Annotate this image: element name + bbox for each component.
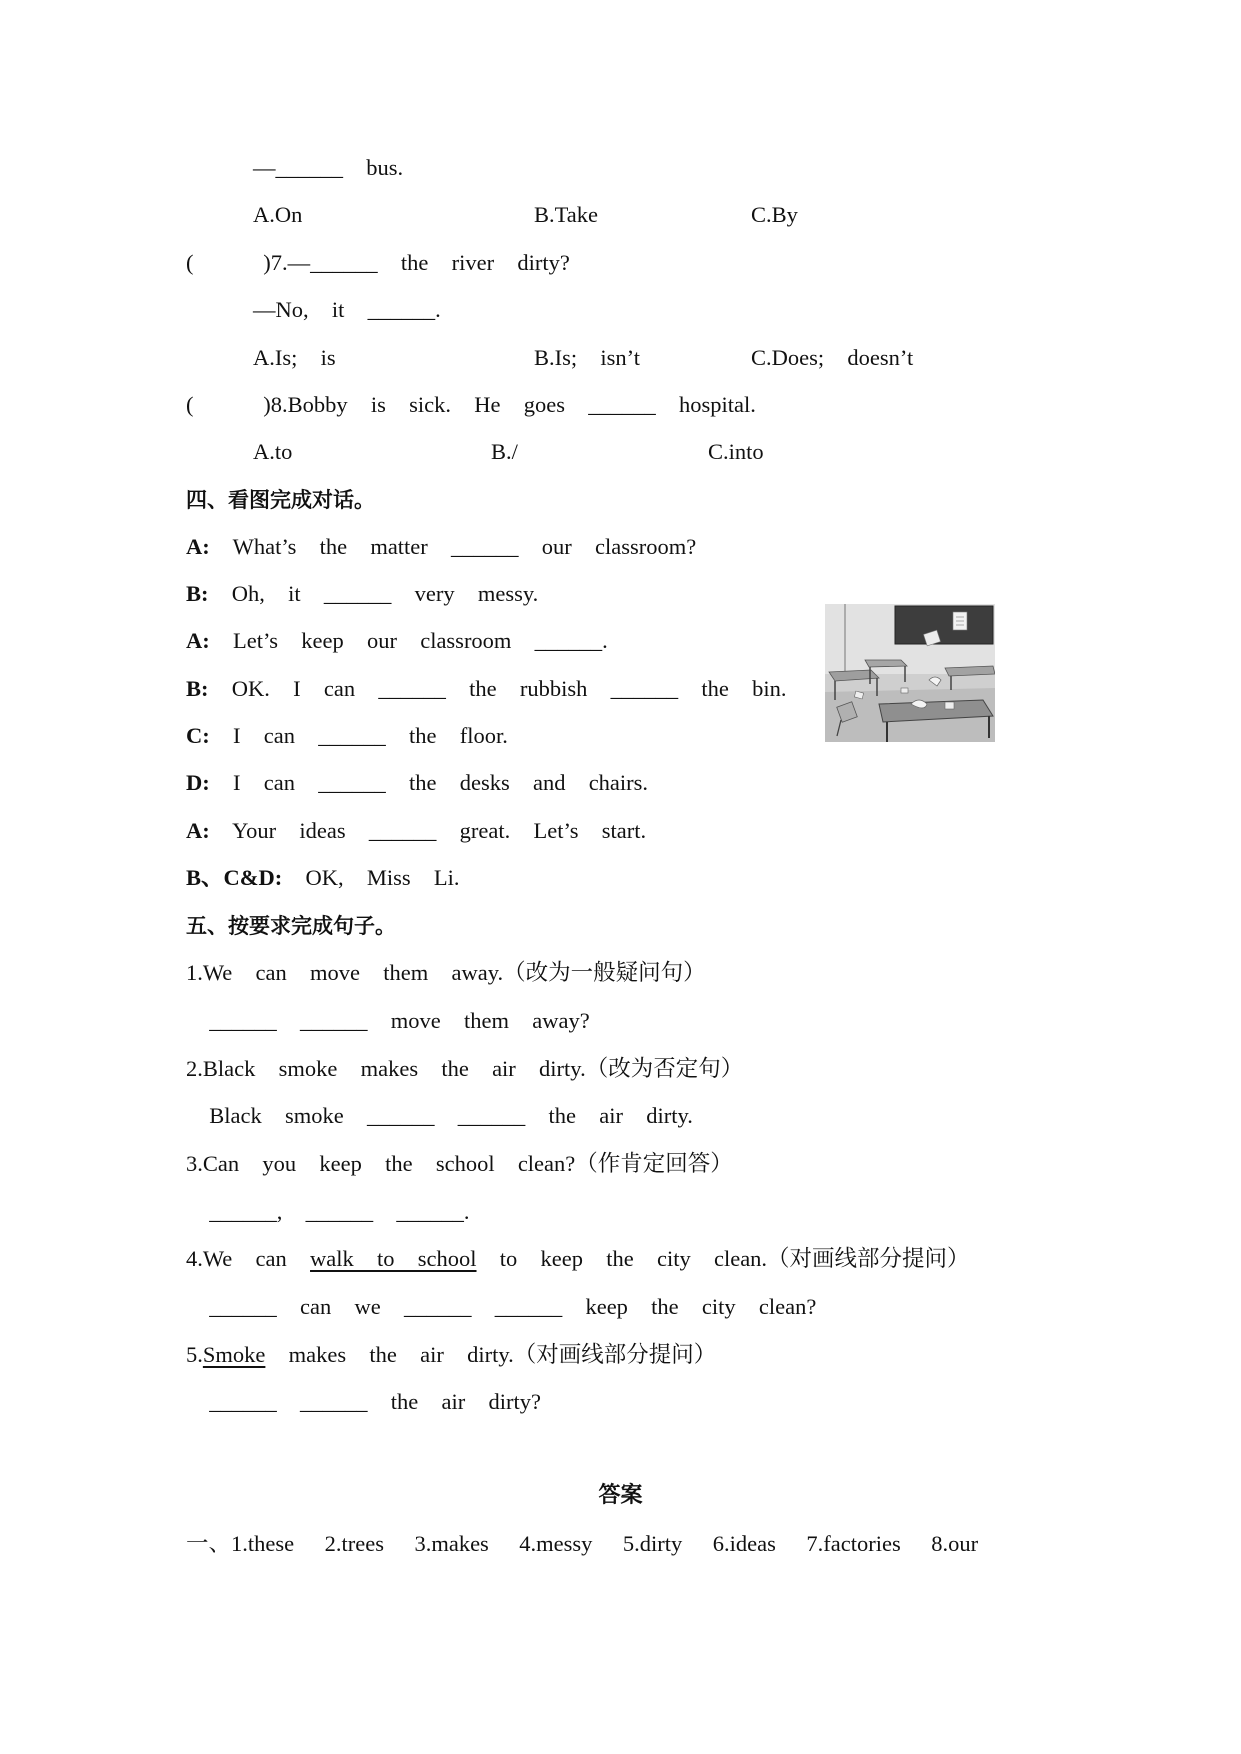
messy-classroom-illustration xyxy=(825,604,995,742)
section-4-heading: 四、看图完成对话。 xyxy=(186,488,375,512)
dialog-line xyxy=(186,858,460,898)
option-c: C.By xyxy=(751,202,798,227)
option-b: B.Is; isn’t xyxy=(534,345,640,370)
task-5-answer: ______ ______ the air dirty? xyxy=(186,1389,541,1414)
task-1-answer: ______ ______ move them away? xyxy=(186,1008,590,1033)
question-7: ( )7.—______ the river dirty? xyxy=(186,250,570,275)
dialog-line xyxy=(186,527,696,567)
speaker-label: C: xyxy=(186,723,210,748)
dialog-line xyxy=(186,669,786,709)
task-4 xyxy=(186,1239,970,1279)
speaker-label: A: xyxy=(186,628,210,653)
task-2-answer: Black smoke ______ ______ the air dirty. xyxy=(186,1103,693,1128)
speaker-label: B: xyxy=(186,581,209,606)
q6-answer-line: —______ bus. xyxy=(253,155,404,180)
option-a: A.On xyxy=(253,202,303,227)
option-b: B.Take xyxy=(534,202,599,227)
speaker-label: B、C&D: xyxy=(186,865,283,890)
dialog-text: Let’s keep our classroom ______. xyxy=(209,628,608,653)
speaker-label: A: xyxy=(186,534,210,559)
q6-options xyxy=(253,195,953,235)
underlined-phrase: walk to school xyxy=(310,1246,477,1271)
option-a: A.to xyxy=(253,439,293,464)
section-5-heading: 五、按要求完成句子。 xyxy=(186,914,396,938)
task-3-answer: ______, ______ ______. xyxy=(186,1199,470,1224)
task-5-prefix: 5. xyxy=(186,1342,203,1367)
task-1: 1.We can move them away.（改为一般疑问句） xyxy=(186,960,706,985)
dialog-text: OK, Miss Li. xyxy=(282,865,460,890)
task-4-prefix: 4.We can xyxy=(186,1246,311,1271)
answer-key-title: 答案 xyxy=(598,1483,643,1508)
task-4-answer: ______ can we ______ ______ keep the city clean? xyxy=(186,1294,817,1319)
option-c: C.into xyxy=(708,439,764,464)
dialog-text: I can ______ the desks and chairs. xyxy=(209,770,649,795)
answer-key-line: 一、1.these 2.trees 3.makes 4.messy 5.dirty 6.ideas 7.factories 8.our xyxy=(186,1531,979,1556)
dialog-line xyxy=(186,763,648,803)
dialog-text: I can ______ the floor. xyxy=(209,723,508,748)
task-5-suffix: makes the air dirty.（对画线部分提问） xyxy=(265,1342,717,1367)
dialog-text: Your ideas ______ great. Let’s start. xyxy=(209,818,647,843)
q7-options xyxy=(253,338,973,378)
task-5 xyxy=(186,1335,716,1375)
dialog-text: What’s the matter ______ our classroom? xyxy=(209,534,697,559)
speaker-label: B: xyxy=(186,676,209,701)
speaker-label: D: xyxy=(186,770,210,795)
underlined-phrase: Smoke xyxy=(202,1342,266,1367)
task-4-suffix: to keep the city clean.（对画线部分提问） xyxy=(476,1246,970,1271)
dialog-text: Oh, it ______ very messy. xyxy=(208,581,539,606)
q8-options xyxy=(253,432,853,472)
dialog-line xyxy=(186,621,608,661)
option-a: A.Is; is xyxy=(253,345,336,370)
question-8: ( )8.Bobby is sick. He goes ______ hospital. xyxy=(186,392,756,417)
q7-answer-line: —No, it ______. xyxy=(253,297,441,322)
task-3: 3.Can you keep the school clean?（作肯定回答） xyxy=(186,1151,733,1176)
option-b: B./ xyxy=(491,439,518,464)
speaker-label: A: xyxy=(186,818,210,843)
dialog-line xyxy=(186,811,646,851)
option-c: C.Does; doesn’t xyxy=(751,345,914,370)
dialog-text: OK. I can ______ the rubbish ______ the bin. xyxy=(208,676,787,701)
dialog-line xyxy=(186,716,508,756)
task-2: 2.Black smoke makes the air dirty.（改为否定句） xyxy=(186,1056,744,1081)
dialog-line xyxy=(186,574,538,614)
